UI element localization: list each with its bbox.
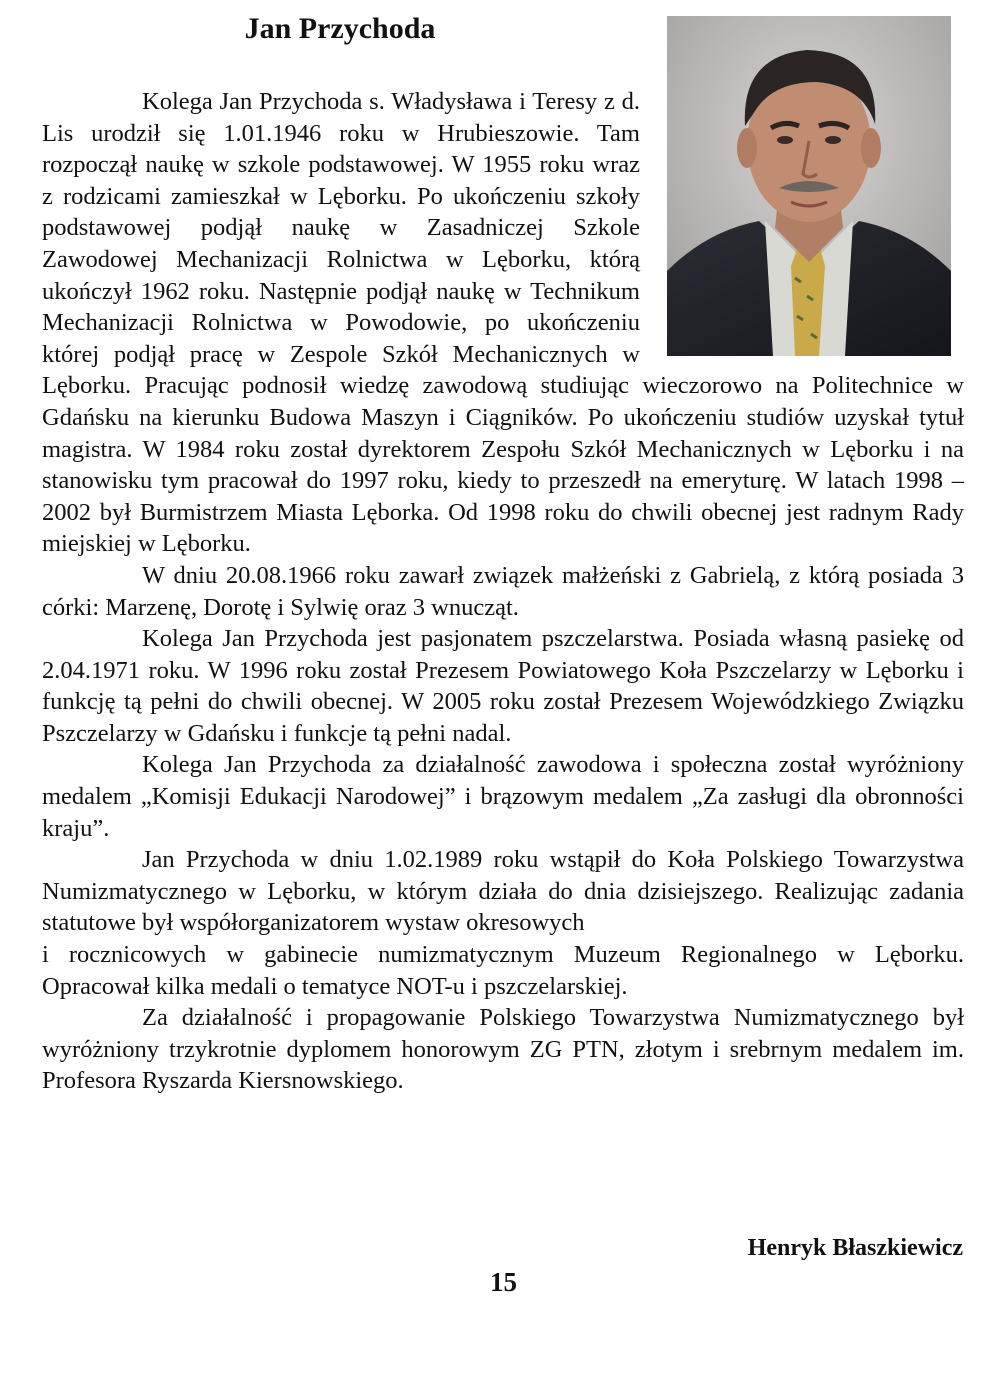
page-number: 15 bbox=[490, 1267, 517, 1297]
article-body bbox=[42, 86, 964, 1097]
paragraph-family: W dniu 20.08.1966 roku zawarł związek małżeński z Gabrielą, z którą posiada 3 córki: Marzenę, Dorotę i Sylwię oraz 3 wnucząt. bbox=[42, 561, 964, 621]
paragraph-distinctions: Za działalność i propagowanie Polskiego Towarzystwa Numizmatycznego był wyróżniony trzykrotnie dyplomem honorowym ZG PTN, złotym i srebrnym medalem im. Profesora Ryszarda Kiersnowskiego. bbox=[42, 1004, 964, 1095]
photo-spacer bbox=[640, 86, 964, 364]
paragraph-numismatics: Jan Przychoda w dniu 1.02.1989 roku wstąpił do Koła Polskiego Towarzystwa Numizmatycznego w Lęborku, w którym działa do dnia dzisiejszego. Realizując zadania statutowe był współorganizatorem wystaw okresowych bbox=[42, 846, 964, 937]
article-title: Jan Przychoda bbox=[244, 12, 436, 45]
paragraph-awards: Kolega Jan Przychoda za działalność zawodowa i społeczna został wyróżniony medalem „Komisji Edukacji Narodowej” i brązowym medalem „Za zasługi dla obronności kraju”. bbox=[42, 751, 964, 842]
paragraph-biography: Kolega Jan Przychoda s. Władysława i Teresy z d. Lis urodził się 1.01.1946 roku w Hrubieszowie. Tam rozpoczął naukę w szkole podstawowej. W 1955 roku wraz z rodzicami zamieszkał w Lęborku. Po ukończeniu szkoły podstawowej podjął naukę w Zasadniczej Szkole Zawodowej Mechanizacji Rolnictwa w Lęborku, którą ukończył 1962 roku. Następnie podjął naukę w Technikum Mechanizacji Rolnictwa w Powodowie, po ukończeniu której podjął pracę w Zespole Szkół Mechanicznych w Lęborku. Pracując podnosił wiedzę zawodową studiując wieczorowo na Politechnice w Gdańsku na kierunku Budowa Maszyn i Ciągników. Po ukończeniu studiów uzyskał tytuł magistra. W 1984 roku został dyrektorem Zespołu Szkół Mechanicznych w Lęborku i na stanowisku tym pracował do 1997 roku, kiedy to przeszedł na emeryturę. W latach 1998 –2002 był Burmistrzem Miasta Lęborka. Od 1998 roku do chwili obecnej jest radnym Rady miejskiej w Lęborku. bbox=[42, 88, 964, 558]
paragraph-exhibitions: i rocznicowych w gabinecie numizmatycznym Muzeum Regionalnego w Lęborku. Opracował kilka medali o tematyce NOT-u i pszczelarskiej. bbox=[42, 941, 964, 1000]
author-signature: Henryk Błaszkiewicz bbox=[747, 1235, 963, 1261]
paragraph-beekeeping: Kolega Jan Przychoda jest pasjonatem pszczelarstwa. Posiada własną pasiekę od 2.04.1971 roku. W 1996 roku został Prezesem Powiatowego Koła Pszczelarzy w Lęborku i funkcję tą pełni do chwili obecnej. W 2005 roku został Prezesem Wojewódzkiego Związku Pszczelarzy w Gdańsku i funkcje tą pełni nadal. bbox=[42, 625, 964, 747]
